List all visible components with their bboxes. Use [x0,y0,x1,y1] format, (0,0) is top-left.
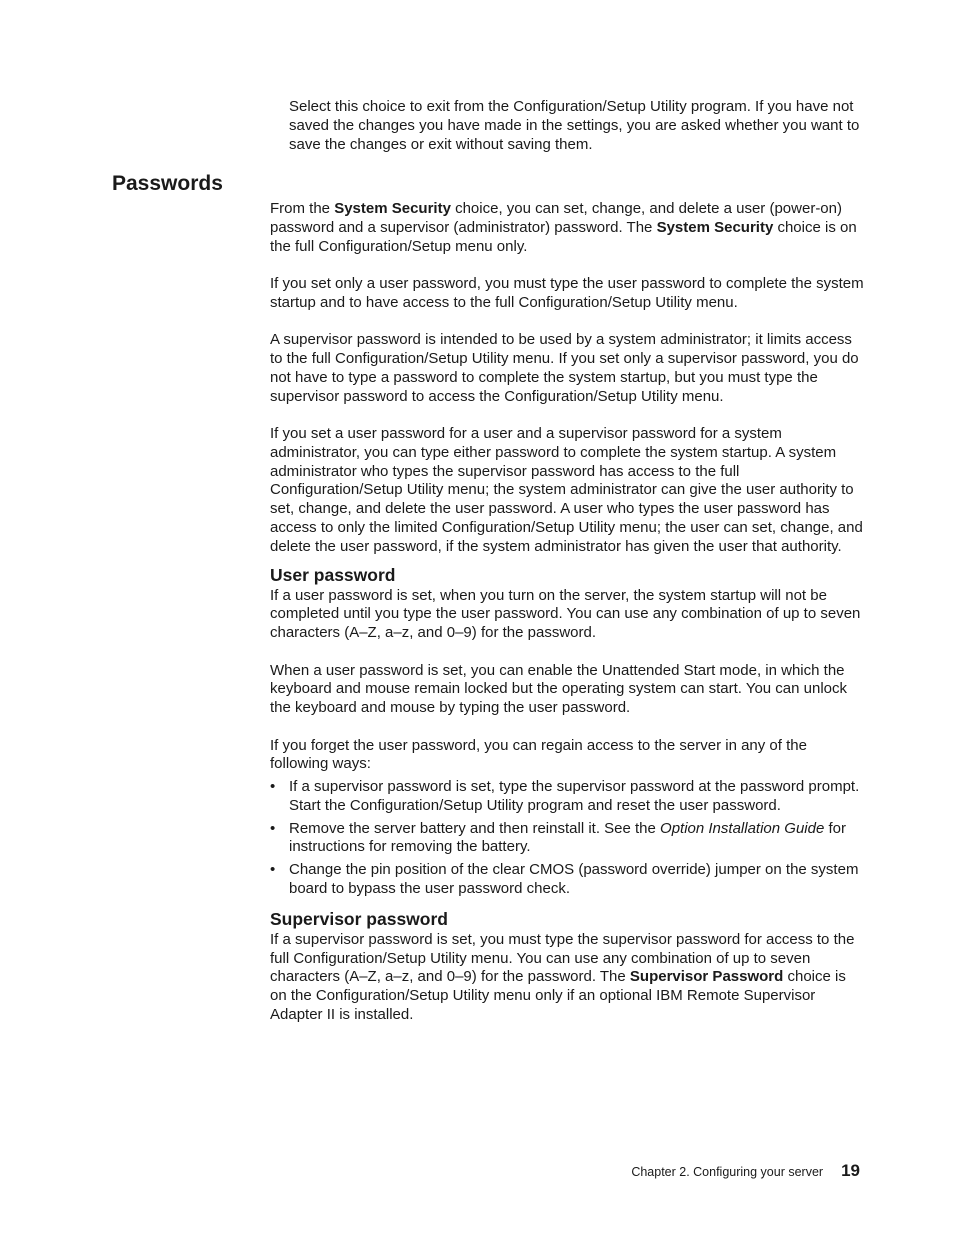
user-password-paragraph-3: If you forget the user password, you can regain access to the server in any of the following ways: [270,736,807,773]
bold-term-system-security: System Security [334,200,451,217]
page-number: 19 [841,1161,860,1180]
list-item [270,778,866,816]
text-run: choice is on the Configuration/Setup Utility menu only if an optional IBM Remote Supervisor Adapter II is installed. [270,968,846,1024]
bullet-icon: • [270,861,276,879]
text-run: From the [270,200,335,217]
bold-term-system-security: System Security [656,218,774,236]
passwords-paragraph-4: If you set a user password for a user and a supervisor password for a system administrator, you can type either password to complete the system startup. A system administrator who types the supervisor password has access to the full Configuration/Setup Utility menu; the system administrator can give the user authority to set, change, and delete the user password. A user who types the user password has access to only the limited Configuration/Setup Utility menu; the user can set, change, and delete the user password, if the system administrator has given the user that authority. [270,424,863,555]
list-item-text: for instructions for removing the battery. [289,819,846,856]
subsection-title-supervisor-password: Supervisor password [270,908,448,929]
subsection-title-user-password: User password [270,564,396,585]
passwords-paragraph-1 [270,200,866,256]
list-item [270,861,866,899]
main-content [270,200,866,1043]
passwords-paragraph-3: A supervisor password is intended to be used by a system administrator; it limits access to the full Configuration/Setup Utility menu. If you set only a supervisor password, you do not have to type a password to complete the system startup, but you must type the supervisor password to access the Configuration/Setup Utility menu. [270,331,859,405]
list-item-text: Remove the server battery and then reinstall it. See the [289,819,661,837]
bullet-icon: • [270,778,276,796]
user-password-paragraph-1: If a user password is set, when you turn on the server, the system startup will not be completed until you type the user password. You can use any combination of up to seven characters (A–Z, a–z, and 0–9) for the password. [270,586,861,642]
list-item-text: Change the pin position of the clear CMOS (password override) jumper on the system board to bypass the user password check. [289,861,859,898]
passwords-paragraph-2: If you set only a user password, you must type the user password to complete the system startup and to have access to the full Configuration/Setup Utility menu. [270,274,864,311]
bullet-icon: • [270,819,276,837]
intro-paragraph: Select this choice to exit from the Configuration/Setup Utility program. If you have not saved the changes you have made in the settings, you are asked whether you want to save the changes or exit without saving them. [289,98,860,153]
bold-term-supervisor-password: Supervisor Password [629,968,784,986]
user-password-paragraph-2: When a user password is set, you can enable the Unattended Start mode, in which the keyboard and mouse remain locked but the operating system can start. You can unlock the keyboard and mouse by typing the user password. [270,661,848,717]
list-item [270,820,866,858]
section-title-passwords: Passwords [112,172,223,195]
text-run: If a supervisor password is set, you must type the supervisor password for access to the full Configuration/Setup Utility menu. You can use any combination of up to seven characters (A–Z, a–z, and 0–9) for the password. The [270,930,855,986]
text-run: choice is on the full Configuration/Setup menu only. [270,218,857,255]
supervisor-password-paragraph-1 [270,931,866,1025]
book-title-option-installation-guide: Option Installation Guide [660,819,825,837]
list-item-text: If a supervisor password is set, type the supervisor password at the password prompt. Start the Configuration/Setup Utility program and reset the user password. [289,778,860,814]
text-run: choice, you can set, change, and delete a user (power-on) password and a supervisor (administrator) password. The [270,200,842,236]
footer-chapter-title: Chapter 2. Configuring your server [631,1165,824,1179]
page-footer [628,1162,860,1182]
recovery-options-list [270,778,866,899]
